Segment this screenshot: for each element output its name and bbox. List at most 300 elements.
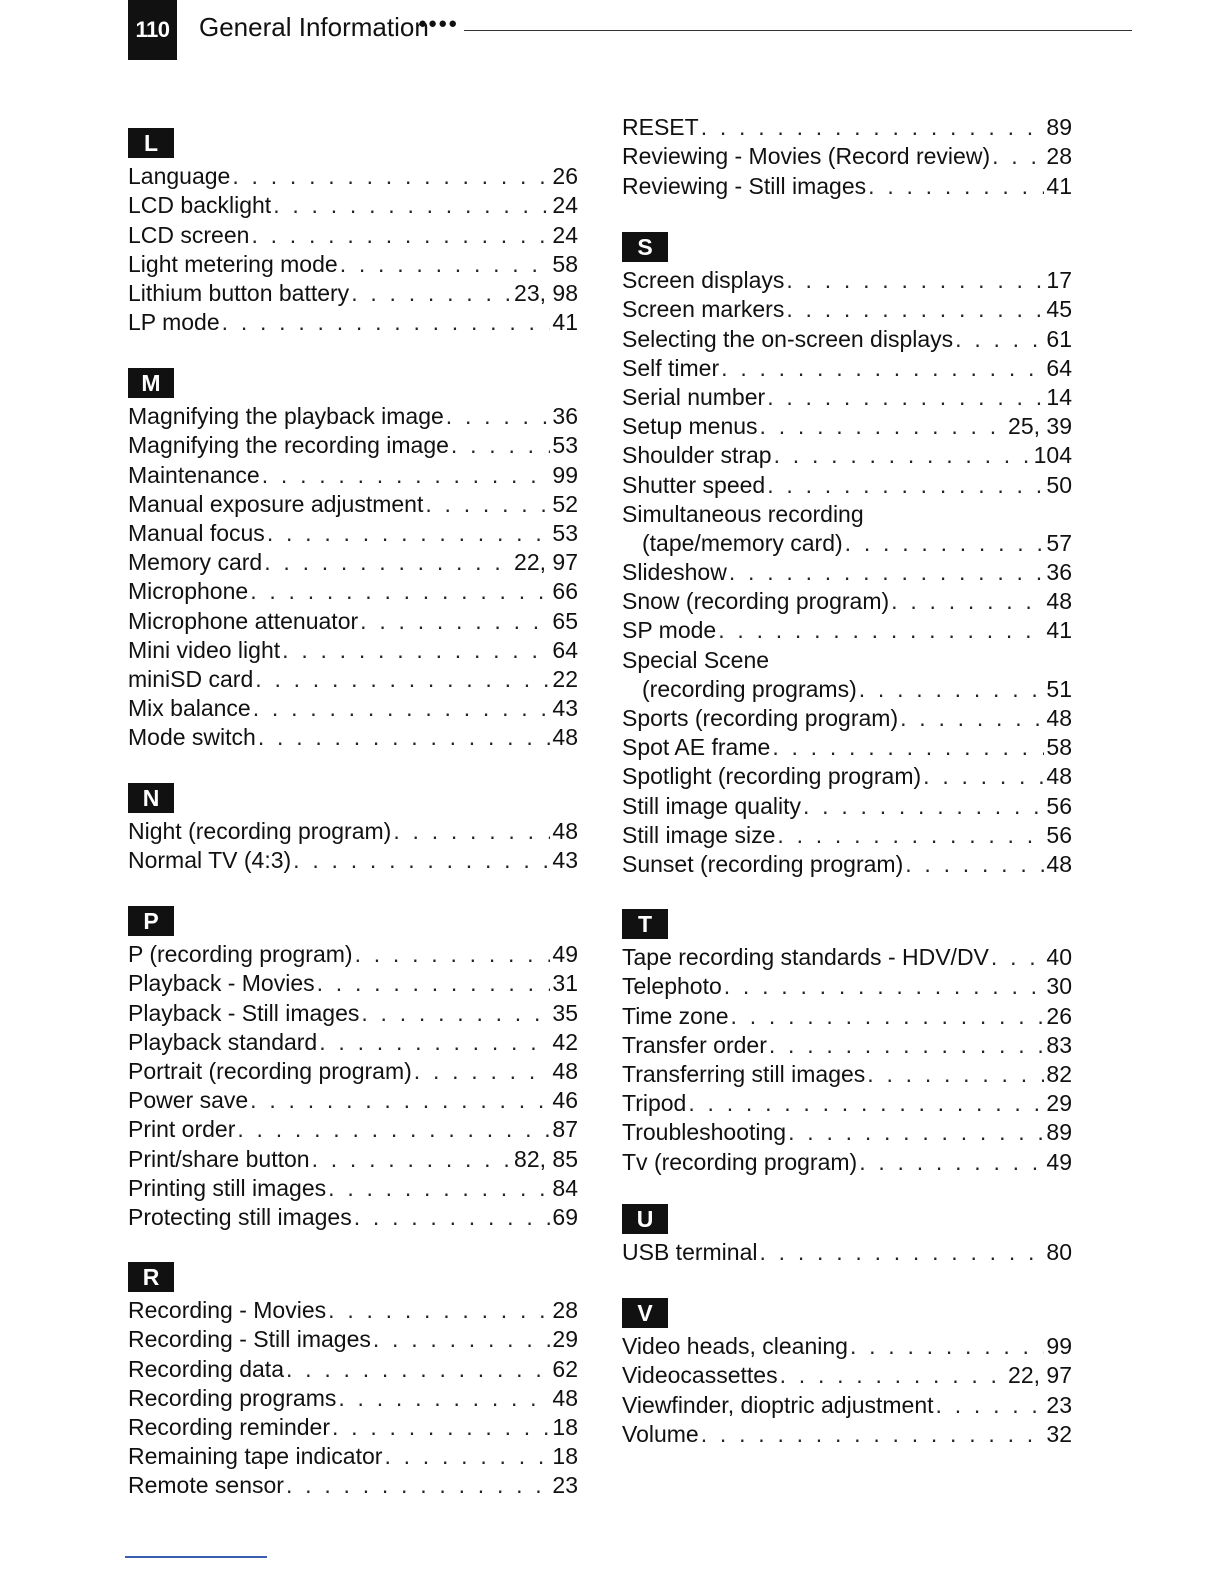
dot-leader bbox=[786, 295, 1044, 324]
index-entry-label: Memory card bbox=[128, 549, 263, 576]
section-letter-p: P bbox=[128, 906, 174, 936]
index-entry bbox=[128, 577, 578, 606]
index-section-s bbox=[622, 232, 1072, 879]
index-entry-label: Spot AE frame bbox=[622, 734, 771, 761]
dot-leader bbox=[803, 792, 1044, 821]
index-entry bbox=[128, 940, 578, 969]
index-entry-label: Transfer order bbox=[622, 1031, 767, 1058]
dot-leader bbox=[767, 383, 1044, 412]
index-entry bbox=[128, 1174, 578, 1203]
index-entry-page: 82, 85 bbox=[514, 1145, 578, 1172]
dot-leader bbox=[729, 558, 1045, 587]
index-section-p bbox=[128, 906, 578, 1232]
dot-leader bbox=[777, 821, 1044, 850]
index-entry-page: 82 bbox=[1046, 1060, 1072, 1087]
index-entry-label: Microphone bbox=[128, 578, 249, 605]
index-entry bbox=[128, 1057, 578, 1086]
index-entry-page: 35 bbox=[552, 999, 578, 1026]
index-entry bbox=[128, 402, 578, 431]
index-section-l bbox=[128, 128, 578, 337]
index-entry-label: Normal TV (4:3) bbox=[128, 847, 292, 874]
index-entry-label: (recording programs) bbox=[642, 675, 857, 702]
index-entry bbox=[622, 733, 1072, 762]
dot-leader bbox=[332, 1413, 550, 1442]
index-entry-page: 17 bbox=[1046, 267, 1072, 294]
index-entry bbox=[622, 1147, 1072, 1176]
dot-leader bbox=[250, 1086, 550, 1115]
index-entry-label: Screen displays bbox=[622, 267, 785, 294]
index-entry bbox=[622, 354, 1072, 383]
index-entry-label: LCD backlight bbox=[128, 192, 272, 219]
index-entry-page: 99 bbox=[1046, 1333, 1072, 1360]
header-bullet-dots: ●●●● bbox=[418, 15, 459, 32]
index-entry-page: 31 bbox=[552, 970, 578, 997]
index-entry bbox=[622, 1031, 1072, 1060]
index-entry-page: 65 bbox=[552, 607, 578, 634]
index-entry-page: 49 bbox=[552, 941, 578, 968]
index-entry-label: miniSD card bbox=[128, 665, 254, 692]
index-entry-page: 53 bbox=[552, 519, 578, 546]
index-entry-label: Language bbox=[128, 163, 231, 190]
index-entry-page: 48 bbox=[1046, 850, 1072, 877]
dot-leader bbox=[286, 1471, 550, 1500]
index-entry-label: Recording - Movies bbox=[128, 1297, 327, 1324]
index-entry-label: Printing still images bbox=[128, 1174, 327, 1201]
index-entry bbox=[128, 162, 578, 191]
dot-leader bbox=[384, 1442, 550, 1471]
index-entry bbox=[128, 998, 578, 1027]
index-entry-page: 83 bbox=[1046, 1031, 1072, 1058]
dot-leader bbox=[845, 529, 1045, 558]
index-entry bbox=[622, 645, 1072, 674]
index-section-r bbox=[128, 1262, 578, 1500]
index-entry bbox=[622, 529, 1072, 558]
dot-leader bbox=[769, 1031, 1045, 1060]
index-entry bbox=[622, 972, 1072, 1001]
index-entry-page: 48 bbox=[1046, 588, 1072, 615]
index-entry-label: Playback - Still images bbox=[128, 999, 360, 1026]
index-entry-label: Protecting still images bbox=[128, 1203, 352, 1230]
section-letter-r: R bbox=[128, 1262, 174, 1292]
dot-leader bbox=[393, 817, 550, 846]
index-entry-label: Shutter speed bbox=[622, 471, 766, 498]
index-entry-label: Reviewing - Movies (Record review) bbox=[622, 143, 991, 170]
index-entry-label: Selecting the on-screen displays bbox=[622, 325, 954, 352]
index-entry-page: 18 bbox=[552, 1413, 578, 1440]
index-entry-page: 23 bbox=[552, 1472, 578, 1499]
dot-leader bbox=[759, 1238, 1044, 1267]
index-entry-label: Night (recording program) bbox=[128, 818, 392, 845]
index-entry-page: 32 bbox=[1046, 1420, 1072, 1447]
index-entry bbox=[128, 694, 578, 723]
dot-leader bbox=[867, 1060, 1044, 1089]
index-entry-page: 48 bbox=[552, 818, 578, 845]
dot-leader bbox=[264, 548, 512, 577]
index-entry-page: 84 bbox=[552, 1174, 578, 1201]
index-entry-page: 50 bbox=[1046, 471, 1072, 498]
index-entry bbox=[622, 142, 1072, 171]
index-entry-label: LCD screen bbox=[128, 221, 250, 248]
index-entry-label: Tv (recording program) bbox=[622, 1148, 858, 1175]
index-entry-page: 14 bbox=[1046, 383, 1072, 410]
index-entry-label: Microphone attenuator bbox=[128, 607, 359, 634]
index-entry bbox=[128, 548, 578, 577]
index-entry bbox=[128, 1115, 578, 1144]
index-entry-page: 25, 39 bbox=[1008, 413, 1072, 440]
index-entry-label: Mode switch bbox=[128, 724, 256, 751]
index-entry-page: 24 bbox=[552, 221, 578, 248]
index-entry bbox=[128, 1384, 578, 1413]
index-entry-page: 46 bbox=[552, 1087, 578, 1114]
section-letter-u: U bbox=[622, 1204, 668, 1234]
section-letter-l: L bbox=[128, 128, 174, 158]
dot-leader bbox=[250, 577, 550, 606]
index-entry bbox=[622, 558, 1072, 587]
index-entry-page: 99 bbox=[552, 461, 578, 488]
dot-leader bbox=[936, 1391, 1045, 1420]
index-entry-label: Maintenance bbox=[128, 461, 260, 488]
dot-leader bbox=[354, 1203, 551, 1232]
index-entry-page: 30 bbox=[1046, 973, 1072, 1000]
index-entry-label: USB terminal bbox=[622, 1239, 758, 1266]
index-entry-page: 36 bbox=[552, 403, 578, 430]
index-entry bbox=[622, 943, 1072, 972]
index-entry bbox=[622, 1332, 1072, 1361]
index-entry-label: Snow (recording program) bbox=[622, 588, 890, 615]
index-entry-label: Recording programs bbox=[128, 1384, 337, 1411]
index-entry-label: Special Scene bbox=[622, 646, 770, 673]
section-letter-n: N bbox=[128, 783, 174, 813]
index-entry bbox=[622, 704, 1072, 733]
index-entry-page: 23 bbox=[1046, 1391, 1072, 1418]
dot-leader bbox=[237, 1115, 550, 1144]
dot-leader bbox=[232, 162, 550, 191]
index-entry-label: Remaining tape indicator bbox=[128, 1443, 383, 1470]
dot-leader bbox=[255, 665, 550, 694]
index-entry bbox=[128, 1354, 578, 1383]
dot-leader bbox=[701, 113, 1045, 142]
index-entry-page: 48 bbox=[1046, 763, 1072, 790]
index-section-u bbox=[622, 1204, 1072, 1267]
dot-leader bbox=[923, 762, 1044, 791]
index-entry bbox=[622, 1089, 1072, 1118]
index-entry-page: 69 bbox=[552, 1203, 578, 1230]
index-entry bbox=[622, 1238, 1072, 1267]
index-entry-page: 22, 97 bbox=[1008, 1362, 1072, 1389]
index-section-t bbox=[622, 909, 1072, 1177]
index-entry bbox=[622, 295, 1072, 324]
dot-leader bbox=[780, 1361, 1006, 1390]
index-entry-label: Viewfinder, dioptric adjustment bbox=[622, 1391, 934, 1418]
index-entry-page: 41 bbox=[1046, 172, 1072, 199]
index-entry-label: Still image size bbox=[622, 821, 776, 848]
dot-leader bbox=[891, 587, 1044, 616]
index-entry bbox=[128, 490, 578, 519]
dot-leader bbox=[992, 142, 1044, 171]
index-entry-page: 28 bbox=[552, 1297, 578, 1324]
index-entry-page: 48 bbox=[552, 1057, 578, 1084]
dot-leader bbox=[859, 1148, 1044, 1177]
dot-leader bbox=[319, 1028, 550, 1057]
index-entry-page: 26 bbox=[552, 163, 578, 190]
index-entry bbox=[622, 850, 1072, 879]
index-section-n bbox=[128, 783, 578, 875]
index-entry-page: 22 bbox=[552, 665, 578, 692]
dot-leader bbox=[340, 250, 551, 279]
dot-leader bbox=[267, 519, 551, 548]
index-entry-label: Volume bbox=[622, 1420, 699, 1447]
index-entry-page: 52 bbox=[552, 490, 578, 517]
dot-leader bbox=[724, 972, 1045, 1001]
index-entry-page: 51 bbox=[1046, 675, 1072, 702]
section-letter-m: M bbox=[128, 368, 174, 398]
index-entry bbox=[128, 250, 578, 279]
index-entry-page: 36 bbox=[1046, 559, 1072, 586]
dot-leader bbox=[701, 1420, 1045, 1449]
index-entry-page: 29 bbox=[552, 1326, 578, 1353]
dot-leader bbox=[282, 636, 550, 665]
index-entry-label: Slideshow bbox=[622, 559, 727, 586]
index-entry-label: P (recording program) bbox=[128, 941, 353, 968]
index-entry-label: Spotlight (recording program) bbox=[622, 763, 922, 790]
dot-leader bbox=[446, 402, 551, 431]
index-entry-label: Lithium button battery bbox=[128, 279, 350, 306]
index-entry bbox=[622, 791, 1072, 820]
index-entry bbox=[128, 220, 578, 249]
index-entry-page: 48 bbox=[552, 724, 578, 751]
index-entry-page: 29 bbox=[1046, 1090, 1072, 1117]
index-entry-page: 89 bbox=[1046, 114, 1072, 141]
index-entry bbox=[128, 460, 578, 489]
index-entry bbox=[128, 1413, 578, 1442]
index-entry-page: 58 bbox=[552, 250, 578, 277]
dot-leader bbox=[868, 172, 1044, 201]
index-entry-label: Mix balance bbox=[128, 695, 251, 722]
index-entry bbox=[128, 431, 578, 460]
index-entry-label: Tripod bbox=[622, 1090, 687, 1117]
dot-leader bbox=[414, 1057, 551, 1086]
dot-leader bbox=[718, 616, 1044, 645]
index-entry-page: 41 bbox=[552, 309, 578, 336]
footer-rule bbox=[125, 1556, 267, 1558]
index-entry-page: 58 bbox=[1046, 734, 1072, 761]
index-entry bbox=[128, 969, 578, 998]
index-entry-label: Shoulder strap bbox=[622, 442, 772, 469]
index-entry-label: Playback - Movies bbox=[128, 970, 315, 997]
index-entry-page: 49 bbox=[1046, 1148, 1072, 1175]
dot-leader bbox=[767, 471, 1044, 500]
dot-leader bbox=[772, 733, 1044, 762]
index-entry-page: 40 bbox=[1046, 944, 1072, 971]
index-entry-label: SP mode bbox=[622, 617, 717, 644]
index-entry-page: 87 bbox=[552, 1116, 578, 1143]
index-entry-page: 43 bbox=[552, 847, 578, 874]
dot-leader bbox=[786, 266, 1044, 295]
index-entry-page: 61 bbox=[1046, 325, 1072, 352]
dot-leader bbox=[317, 969, 551, 998]
index-entry-page: 22, 97 bbox=[514, 549, 578, 576]
dot-leader bbox=[760, 412, 1007, 441]
index-entry-page: 53 bbox=[552, 432, 578, 459]
index-entry-page: 45 bbox=[1046, 296, 1072, 323]
index-entry-page: 56 bbox=[1046, 792, 1072, 819]
dot-leader bbox=[351, 279, 512, 308]
dot-leader bbox=[258, 723, 551, 752]
index-entry-label: Time zone bbox=[622, 1002, 729, 1029]
index-section-r-continued bbox=[622, 113, 1072, 201]
index-entry bbox=[128, 636, 578, 665]
index-entry bbox=[622, 470, 1072, 499]
index-entry-label: Screen markers bbox=[622, 296, 785, 323]
index-entry-label: Setup menus bbox=[622, 413, 758, 440]
index-entry bbox=[128, 519, 578, 548]
index-entry-label: Sunset (recording program) bbox=[622, 850, 904, 877]
index-entry bbox=[128, 723, 578, 752]
index-entry bbox=[128, 279, 578, 308]
index-entry-page: 57 bbox=[1046, 529, 1072, 556]
index-entry bbox=[622, 1060, 1072, 1089]
index-entry-page: 56 bbox=[1046, 821, 1072, 848]
index-entry-page: 80 bbox=[1046, 1239, 1072, 1266]
dot-leader bbox=[355, 940, 551, 969]
index-entry-label: Portrait (recording program) bbox=[128, 1057, 412, 1084]
index-entry-label: Print/share button bbox=[128, 1145, 310, 1172]
index-entry-label: Manual exposure adjustment bbox=[128, 490, 424, 517]
index-entry-label: Troubleshooting bbox=[622, 1119, 787, 1146]
dot-leader bbox=[338, 1384, 550, 1413]
header-rule bbox=[464, 30, 1132, 31]
index-section-m bbox=[128, 368, 578, 752]
index-entry bbox=[622, 616, 1072, 645]
index-entry-label: Recording data bbox=[128, 1355, 284, 1382]
index-entry-label: Mini video light bbox=[128, 636, 281, 663]
index-entry-label: (tape/memory card) bbox=[642, 529, 843, 556]
dot-leader bbox=[312, 1145, 512, 1174]
index-entry-label: LP mode bbox=[128, 309, 220, 336]
index-entry bbox=[128, 846, 578, 875]
index-entry bbox=[128, 1442, 578, 1471]
index-entry-page: 64 bbox=[1046, 354, 1072, 381]
index-entry-label: Remote sensor bbox=[128, 1472, 284, 1499]
index-entry-label: Still image quality bbox=[622, 792, 801, 819]
index-section-v bbox=[622, 1298, 1072, 1449]
index-entry-label: Telephoto bbox=[622, 973, 722, 1000]
index-entry bbox=[128, 1296, 578, 1325]
index-entry bbox=[622, 1390, 1072, 1419]
index-entry bbox=[128, 1086, 578, 1115]
dot-leader bbox=[721, 354, 1044, 383]
index-entry-label: Videocassettes bbox=[622, 1362, 778, 1389]
index-entry bbox=[128, 1144, 578, 1173]
dot-leader bbox=[360, 607, 550, 636]
page-number-badge: 110 bbox=[128, 0, 177, 60]
index-entry bbox=[128, 1471, 578, 1500]
dot-leader bbox=[253, 694, 551, 723]
index-entry-label: Playback standard bbox=[128, 1028, 318, 1055]
dot-leader bbox=[900, 704, 1044, 733]
index-entry-label: Video heads, cleaning bbox=[622, 1333, 848, 1360]
index-entry bbox=[128, 665, 578, 694]
index-entry bbox=[128, 191, 578, 220]
dot-leader bbox=[361, 999, 550, 1028]
index-entry-page: 26 bbox=[1046, 1002, 1072, 1029]
index-entry-label: Magnifying the playback image bbox=[128, 403, 444, 430]
index-entry-label: Sports (recording program) bbox=[622, 705, 899, 731]
index-entry-label: Transferring still images bbox=[622, 1060, 866, 1087]
dot-leader bbox=[905, 850, 1044, 879]
dot-leader bbox=[850, 1332, 1044, 1361]
dot-leader bbox=[788, 1118, 1044, 1147]
index-entry bbox=[622, 762, 1072, 791]
index-entry bbox=[622, 1118, 1072, 1147]
index-entry bbox=[128, 1325, 578, 1354]
index-entry-page: 24 bbox=[552, 192, 578, 219]
index-entry bbox=[622, 266, 1072, 295]
dot-leader bbox=[425, 490, 550, 519]
section-letter-t: T bbox=[622, 909, 668, 939]
dot-leader bbox=[731, 1002, 1045, 1031]
dot-leader bbox=[328, 1296, 550, 1325]
index-entry-page: 89 bbox=[1046, 1119, 1072, 1146]
dot-leader bbox=[293, 846, 550, 875]
index-entry bbox=[622, 113, 1072, 142]
index-entry bbox=[128, 308, 578, 337]
section-letter-s: S bbox=[622, 232, 668, 262]
section-letter-v: V bbox=[622, 1298, 668, 1328]
dot-leader bbox=[273, 191, 550, 220]
index-entry-label: Reviewing - Still images bbox=[622, 172, 867, 199]
dot-leader bbox=[859, 675, 1045, 704]
index-entry-label: Power save bbox=[128, 1087, 249, 1114]
index-entry bbox=[622, 1420, 1072, 1449]
index-entry-page: 48 bbox=[552, 1384, 578, 1411]
index-entry-label: Magnifying the recording image bbox=[128, 432, 449, 459]
index-entry bbox=[622, 1361, 1072, 1390]
index-entry-page: 48 bbox=[1046, 705, 1072, 731]
index-entry bbox=[128, 1028, 578, 1057]
index-entry-page: 41 bbox=[1046, 617, 1072, 644]
index-entry-page: 28 bbox=[1046, 143, 1072, 170]
index-entry bbox=[128, 606, 578, 635]
index-entry bbox=[622, 1001, 1072, 1030]
dot-leader bbox=[451, 431, 551, 460]
index-entry bbox=[622, 500, 1072, 529]
index-entry-label: RESET bbox=[622, 114, 699, 141]
dot-leader bbox=[688, 1089, 1044, 1118]
index-entry-label: Recording - Still images bbox=[128, 1326, 371, 1353]
index-entry bbox=[622, 675, 1072, 704]
index-entry-label: Serial number bbox=[622, 383, 766, 410]
index-entry-label: Simultaneous recording bbox=[622, 500, 864, 527]
index-entry-label: Light metering mode bbox=[128, 250, 338, 277]
index-entry-page: 66 bbox=[552, 578, 578, 605]
index-entry bbox=[622, 412, 1072, 441]
index-entry-page: 62 bbox=[552, 1355, 578, 1382]
index-entry-page: 23, 98 bbox=[514, 279, 578, 306]
index-entry-page: 64 bbox=[552, 636, 578, 663]
index-entry-label: Self timer bbox=[622, 354, 720, 381]
dot-leader bbox=[222, 308, 551, 337]
dot-leader bbox=[286, 1355, 550, 1384]
dot-leader bbox=[328, 1174, 550, 1203]
index-entry-page: 18 bbox=[552, 1443, 578, 1470]
index-entry bbox=[622, 587, 1072, 616]
index-entry-label: Manual focus bbox=[128, 519, 265, 546]
dot-leader bbox=[774, 441, 1032, 470]
index-entry-page: 43 bbox=[552, 695, 578, 722]
index-entry-label: Print order bbox=[128, 1116, 236, 1143]
dot-leader bbox=[373, 1325, 551, 1354]
